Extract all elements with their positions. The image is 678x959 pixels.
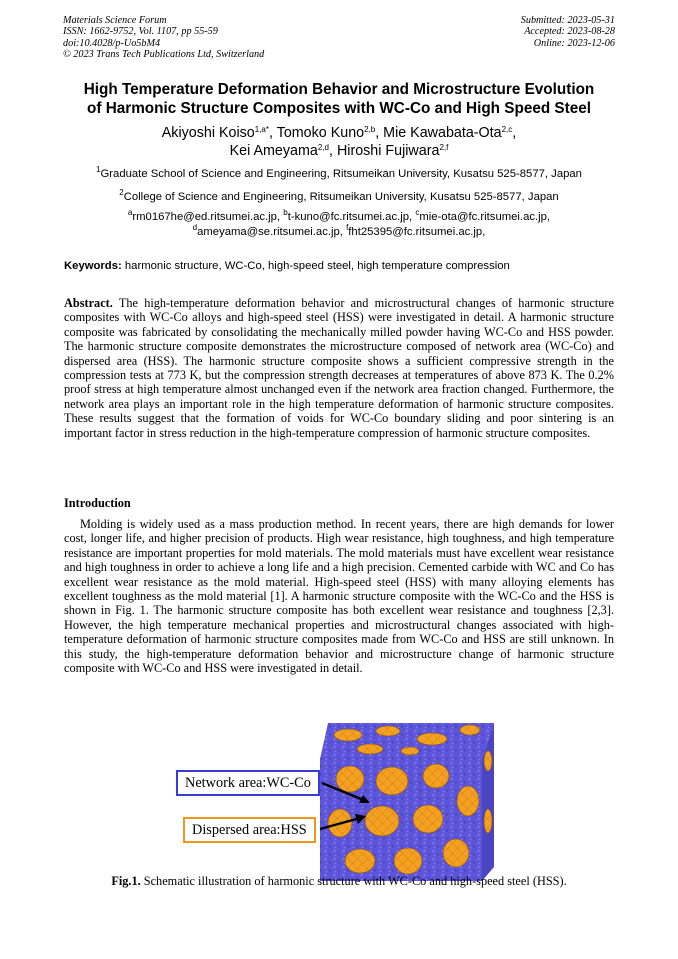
introduction-text: Molding is widely used as a mass production method. In recent years, there are high demands for lower cost, longer life, and higher precision of products. High wear resistance, high toughness, and high temperature resistance are important properties for mold materials. The mold materials must have excellent wear resistance and high toughness in order to achieve a long life and a high precision. Cemented carbide with WC and Co has excellent wear resistance as the mold material. High-speed steel (HSS) with many alloying elements has excellent toughness as the mold material [1]. A harmonic structure composite with the WC-Co and the HSS is shown in Fig. 1. The harmonic structure composite has both excellent wear resistance and toughness [2,3]. However, the high temperature mechanical properties and microstructural changes associated with high-temperature deformation of harmonic structure composites made from WC-Co and HSS are still unknown. In this study, the high-temperature deformation behavior and microstructure change of harmonic structure composite with WC-Co and HSS were investigated in detail. bbox=[64, 517, 614, 676]
author-line-2 bbox=[40, 142, 638, 160]
hss-island bbox=[460, 725, 480, 735]
email-sup: a bbox=[127, 208, 133, 217]
affiliation-text: College of Science and Engineering, Ritsumeikan University, Kusatsu 525-8577, Japan bbox=[123, 191, 559, 203]
submitted-date: Submitted: 2023-05-31 bbox=[520, 15, 615, 26]
caption-text: Schematic illustration of harmonic structure with WC-Co and high-speed steel (HSS). bbox=[140, 874, 567, 888]
author-name: Hiroshi Fujiwara bbox=[336, 143, 440, 159]
network-area-label: Network area:WC-Co bbox=[176, 770, 320, 796]
email-sup: c bbox=[415, 208, 420, 217]
author-sup: 2,f bbox=[439, 143, 449, 152]
author-sup: 2,d bbox=[317, 143, 329, 152]
author-sep: , bbox=[375, 125, 384, 141]
affiliation-2 bbox=[40, 190, 638, 205]
affiliation-text: Graduate School of Science and Engineering, Ritsumeikan University, Kusatsu 525-8577, Japan bbox=[100, 168, 582, 180]
figure-1 bbox=[170, 721, 510, 881]
hss-island bbox=[376, 726, 400, 736]
email-sup: b bbox=[283, 208, 288, 217]
email-address: t-kuno@fc.ritsumei.ac.jp, bbox=[287, 211, 416, 223]
hss-island bbox=[365, 806, 399, 836]
journal-doi: doi:10.4028/p-Uo5bM4 bbox=[63, 37, 161, 49]
author-sep: , bbox=[328, 143, 337, 159]
author-sup: 2,b bbox=[364, 125, 376, 134]
dates-header bbox=[521, 15, 615, 49]
email-sup: d bbox=[192, 223, 198, 232]
email-line-1 bbox=[40, 210, 638, 225]
accepted-date: Accepted: 2023-08-28 bbox=[524, 26, 615, 38]
author-list bbox=[40, 124, 638, 160]
author-name: Mie Kawabata-Ota bbox=[383, 125, 502, 141]
affiliation-sup: 2 bbox=[119, 188, 124, 197]
hss-island bbox=[443, 839, 469, 867]
journal-header bbox=[63, 15, 264, 60]
journal-issn: ISSN: 1662-9752, Vol. 1107, pp 55-59 bbox=[63, 26, 218, 38]
email-address: fht25395@fc.ritsumei.ac.jp, bbox=[348, 226, 486, 238]
author-sep: , bbox=[512, 125, 517, 141]
hss-island bbox=[357, 744, 383, 754]
email-sup: f bbox=[346, 223, 349, 232]
abstract-label: Abstract. bbox=[64, 296, 113, 310]
keywords bbox=[64, 260, 624, 272]
title-line-2: of Harmonic Structure Composites with WC-Co and High Speed Steel bbox=[87, 99, 591, 117]
introduction-heading: Introduction bbox=[64, 496, 131, 510]
abstract-text: The high-temperature deformation behavior and microstructural changes of harmonic structure composites with WC-Co alloys and high-speed steel (HSS) were investigated in detail. A harmonic structure composite was fabricated by consolidating the mechanically milled powder having WC-Co and HSS powder. The harmonic structure composite demonstrates the microstructure composed of network area (WC-Co) and dispersed area (HSS). The harmonic structure composite shows a sufficient compressive strength in the compression tests at 773 K, but the compression strength decreases at temperatures of above 873 K. The 0.2% proof stress at high temperature almost unchanged even if the network area fraction changed. Furthermore, the network area plays an important role in the high temperature deformation of harmonic structure composites. These results suggest that the formation of voids for WC-Co boundary sliding and poor sintering is an important factor in stress reduction in the high-temperature compression of harmonic structure composites. bbox=[64, 296, 614, 440]
abstract bbox=[64, 296, 614, 440]
hss-island bbox=[413, 805, 443, 833]
harmonic-structure-cube-illustration bbox=[170, 721, 510, 881]
affiliation-1 bbox=[40, 167, 638, 182]
author-sup: 1,a* bbox=[254, 125, 269, 134]
hss-island bbox=[394, 848, 422, 874]
affiliation-sup: 1 bbox=[96, 165, 101, 174]
hss-island bbox=[336, 766, 364, 792]
email-address: ameyama@se.ritsumei.ac.jp, bbox=[197, 226, 347, 238]
online-date: Online: 2023-12-06 bbox=[533, 37, 615, 49]
hss-island bbox=[484, 809, 492, 833]
hss-island bbox=[376, 767, 408, 795]
author-name: Kei Ameyama bbox=[229, 143, 318, 159]
author-name: Akiyoshi Koiso bbox=[161, 125, 255, 141]
hss-island bbox=[334, 729, 362, 741]
email-line-2 bbox=[40, 225, 638, 240]
journal-copyright: © 2023 Trans Tech Publications Ltd, Switzerland bbox=[63, 48, 265, 60]
figure-caption bbox=[64, 874, 614, 889]
author-name: Tomoko Kuno bbox=[276, 125, 365, 141]
hss-island bbox=[423, 764, 449, 788]
hss-island bbox=[345, 849, 375, 873]
hss-island bbox=[401, 747, 419, 755]
journal-name: Materials Science Forum bbox=[63, 15, 167, 26]
author-line-1 bbox=[40, 124, 638, 142]
dispersed-area-label: Dispersed area:HSS bbox=[183, 817, 316, 843]
author-sup: 2,c bbox=[501, 125, 513, 134]
email-list bbox=[40, 210, 638, 240]
paper-title bbox=[40, 81, 638, 118]
author-sep: , bbox=[268, 125, 277, 141]
keywords-label: Keywords: bbox=[64, 260, 122, 272]
hss-island bbox=[484, 751, 492, 771]
title-line-1: High Temperature Deformation Behavior and Microstructure Evolution bbox=[83, 81, 595, 98]
hss-island bbox=[457, 786, 479, 816]
caption-label: Fig.1. bbox=[111, 874, 141, 888]
keywords-text: harmonic structure, WC-Co, high-speed steel, high temperature compression bbox=[121, 260, 510, 272]
email-address: rm0167he@ed.ritsumei.ac.jp, bbox=[132, 211, 284, 223]
hss-island bbox=[417, 733, 447, 745]
email-address: mie-ota@fc.ritsumei.ac.jp, bbox=[419, 211, 551, 223]
